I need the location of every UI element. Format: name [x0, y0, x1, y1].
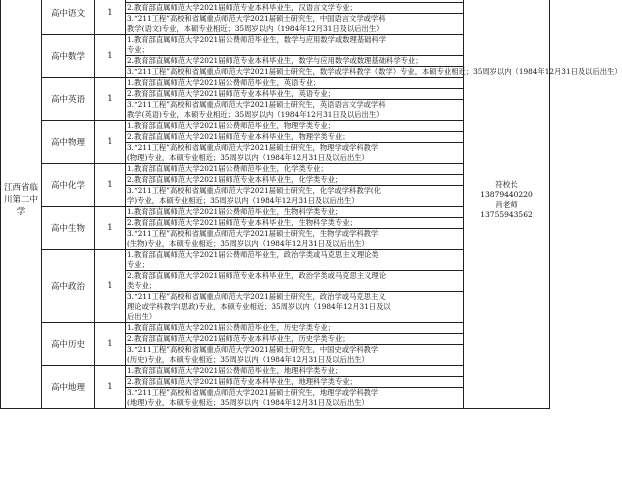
requirement-line: 后出生）	[127, 312, 157, 321]
requirement-line: 2.教育部直属师范大学2021届师范专业本科毕业生，汉语言文学专业；	[126, 3, 463, 14]
requirement-line: 专业；	[126, 260, 463, 271]
quota-count-cell: 1	[95, 164, 126, 207]
requirements-cell	[126, 323, 464, 366]
subject-cell: 高中数学	[42, 35, 95, 78]
requirement-line: 1.教育部直属师范大学2021届公费师范毕业生，历史学类专业；	[126, 323, 463, 334]
requirement-line: 2.教育部直属师范大学2021届师范专业本科毕业生，化学类专业；	[126, 175, 463, 186]
quota-count-cell: 1	[95, 121, 126, 164]
requirements-cell	[126, 164, 464, 207]
requirement-line: 2.教育部直属师范大学2021届师范专业本科毕业生，生物科学类专业；	[126, 218, 463, 229]
requirement-line: (地理)专业，本硕专业相近；35周岁以内（1984年12月31日及以后出生）	[127, 398, 369, 407]
quota-count-cell: 1	[95, 323, 126, 366]
requirement-line: 1.教育部直属师范大学2021届公费师范毕业生，物理学类专业；	[126, 121, 463, 132]
requirements-cell	[126, 250, 464, 323]
quota-count-cell: 1	[95, 78, 126, 121]
subject-cell: 高中地理	[42, 366, 95, 409]
subject-cell: 高中语文	[42, 0, 95, 35]
requirements-cell	[126, 78, 464, 121]
requirement-line: 2.教育部直属师范大学2021届师范专业本科毕业生，政治学类或马克思主义理论	[127, 271, 387, 280]
quota-count-cell: 1	[95, 207, 126, 250]
requirement-line: 3.“211工程”高校和省属重点师范大学2021届硕士研究生，生物学或学科教学	[127, 229, 379, 238]
requirement-line: 1.教育部直属师范大学2021届公费师范毕业生，化学类专业；	[126, 164, 463, 175]
requirement-line: 1.教育部直属师范大学2021届公费师范毕业生，英语专业；	[126, 78, 463, 89]
requirements-cell	[126, 366, 464, 409]
contact-name: 符校长	[495, 180, 518, 189]
requirement-line: 2.教育部直属师范大学2021届师范专业本科毕业生，数学与应用数学或数理基础科学专业；	[126, 56, 463, 67]
requirement-line: 2.教育部直属师范大学2021届师范专业本科毕业生，地理科学类专业；	[126, 377, 463, 388]
subject-cell: 高中物理	[42, 121, 95, 164]
quota-count-cell: 1	[95, 35, 126, 78]
requirement-line: 3.“211工程”高校和省属重点师范大学2021届硕士研究生，化学或学科教学(化	[127, 186, 382, 195]
quota-count-cell: 1	[95, 250, 126, 323]
requirement-line: 学)专业，本硕专业相近；35周岁以内（1984年12月31日及以后出生）	[127, 196, 359, 205]
requirement-line: 2.教育部直属师范大学2021届师范专业本科毕业生，历史学类专业；	[126, 334, 463, 345]
requirement-line: 3.“211工程”高校和省属重点师范大学2021届硕士研究生，中国语言文学或学科	[127, 14, 386, 23]
requirement-line: 3.“211工程”高校和省属重点师范大学2021届硕士研究生，数学或学科教学（数学）专业，本硕专业相近；35周岁以内（1984年12月31日及以后出生）	[127, 67, 622, 76]
requirement-line: 1.教育部直属师范大学2021届公费师范毕业生，地理科学类专业；	[126, 366, 463, 377]
table-row	[1, 0, 550, 35]
requirement-line: 3.“211工程”高校和省属重点师范大学2021届硕士研究生，英语语言文学或学科	[127, 100, 386, 109]
contact-phone: 13755943562	[480, 210, 533, 219]
requirement-line: 理论或学科教学(思政)专业，本硕专业相近；35周岁以内（1984年12月31日及以	[127, 302, 391, 311]
contact-phone: 13879440220	[480, 190, 533, 199]
contact-cell	[464, 0, 550, 409]
requirement-line: 3.“211工程”高校和省属重点师范大学2021届硕士研究生，政治学或马克思主义	[127, 292, 386, 301]
subject-cell: 高中生物	[42, 207, 95, 250]
requirement-line: 教学(语文)专业，本硕专业相近；35周岁以内（1984年12月31日及以后出生）	[127, 24, 384, 33]
requirement-line: 3.“211工程”高校和省属重点师范大学2021届硕士研究生，物理学或学科教学	[127, 143, 379, 152]
requirement-line: (生物)专业，本硕专业相近；35周岁以内（1984年12月31日及以后出生）	[127, 239, 369, 248]
requirement-line: 3.“211工程”高校和省属重点师范大学2021届硕士研究生，地理学或学科教学	[127, 388, 379, 397]
subject-cell: 高中政治	[42, 250, 95, 323]
subject-cell: 高中英语	[42, 78, 95, 121]
requirement-line: 教学(英语)专业，本硕专业相近；35周岁以内（1984年12月31日及以后出生）	[127, 110, 384, 119]
requirement-line: 专业；	[126, 45, 463, 56]
contact-name: 肖老师	[495, 200, 518, 209]
quota-count-cell: 1	[95, 366, 126, 409]
requirement-line: 2.教育部直属师范大学2021届师范专业本科毕业生，英语专业；	[126, 89, 463, 100]
requirement-line: 类专业；	[126, 281, 463, 292]
requirements-cell	[126, 121, 464, 164]
quota-count-cell: 1	[95, 0, 126, 35]
requirement-line: 1.教育部直属师范大学2021届公费师范毕业生，政治学类或马克思主义理论类	[127, 250, 379, 259]
requirement-line: 1.教育部直属师范大学2021届公费师范毕业生，生物科学类专业；	[126, 207, 463, 218]
subject-cell: 高中历史	[42, 323, 95, 366]
requirements-cell	[126, 207, 464, 250]
requirement-line: 1.教育部直属师范大学2021届公费师范毕业生，数学与应用数学或数理基础科学	[127, 35, 387, 44]
subject-cell: 高中化学	[42, 164, 95, 207]
requirement-line: 2.教育部直属师范大学2021届师范专业本科毕业生，物理学类专业；	[126, 132, 463, 143]
school-name-cell: 江西省临川第二中学	[1, 0, 42, 409]
requirement-line: 3.“211工程”高校和省属重点师范大学2021届硕士研究生，中国史或学科教学	[127, 345, 379, 354]
requirement-line: (历史)专业，本硕专业相近；35周岁以内（1984年12月31日及以后出生）	[127, 355, 369, 364]
requirements-cell	[126, 35, 622, 78]
requirement-line: (物理)专业，本硕专业相近；35周岁以内（1984年12月31日及以后出生）	[127, 153, 369, 162]
requirements-cell	[126, 0, 464, 35]
